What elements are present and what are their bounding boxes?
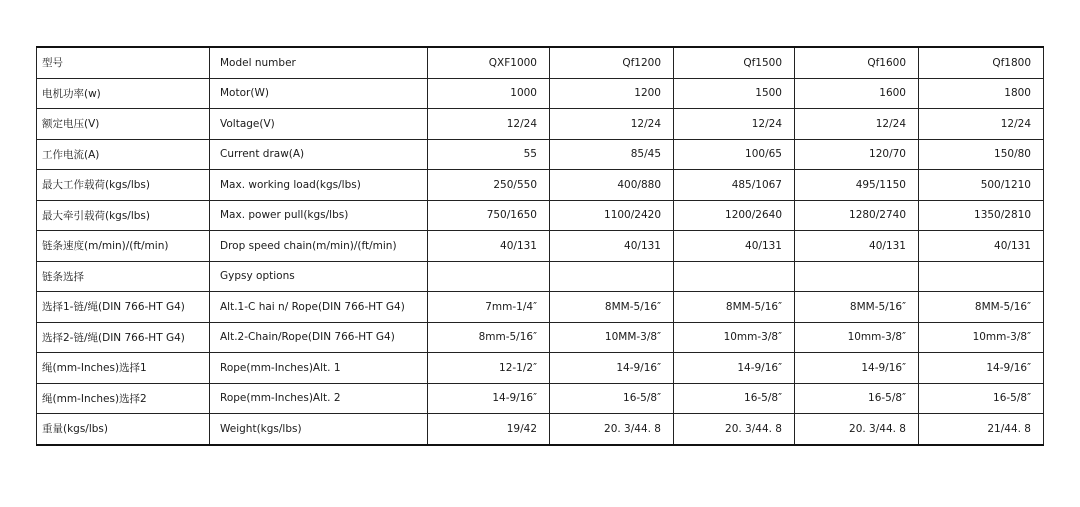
value-cell: 1600: [795, 78, 919, 109]
header-row: [37, 47, 1044, 78]
table-row: [37, 383, 1044, 414]
value-cell: 1200: [550, 78, 674, 109]
value-cell: 20. 3/44. 8: [795, 414, 919, 445]
value-cell: 14-9/16″: [674, 353, 795, 384]
spec-table-body: [37, 47, 1044, 445]
table-row: [37, 261, 1044, 292]
value-cell: 12/24: [795, 109, 919, 140]
row-label-zh: 选择1-链/绳(DIN 766-HT G4): [37, 292, 210, 323]
table-row: [37, 139, 1044, 170]
value-cell: 12/24: [428, 109, 550, 140]
value-cell: [674, 261, 795, 292]
value-cell: 21/44. 8: [919, 414, 1044, 445]
value-cell: 400/880: [550, 170, 674, 201]
value-cell: [550, 261, 674, 292]
value-cell: 12/24: [550, 109, 674, 140]
row-label-en: Drop speed chain(m/min)/(ft/min): [210, 231, 428, 262]
row-label-en: Gypsy options: [210, 261, 428, 292]
table-row: [37, 170, 1044, 201]
value-cell: 150/80: [919, 139, 1044, 170]
row-label-zh: 链条选择: [37, 261, 210, 292]
value-cell: 8MM-5/16″: [919, 292, 1044, 323]
row-label-zh: 最大工作载荷(kgs/lbs): [37, 170, 210, 201]
value-cell: 20. 3/44. 8: [674, 414, 795, 445]
row-label-zh: 绳(mm-Inches)选择1: [37, 353, 210, 384]
row-label-zh: 重量(kgs/lbs): [37, 414, 210, 445]
value-cell: 14-9/16″: [428, 383, 550, 414]
table-row: [37, 414, 1044, 445]
value-cell: 40/131: [550, 231, 674, 262]
value-cell: 40/131: [674, 231, 795, 262]
value-cell: 14-9/16″: [550, 353, 674, 384]
value-cell: 16-5/8″: [550, 383, 674, 414]
value-cell: 1280/2740: [795, 200, 919, 231]
value-cell: 8mm-5/16″: [428, 322, 550, 353]
value-cell: 20. 3/44. 8: [550, 414, 674, 445]
row-label-en: Alt.2-Chain/Rope(DIN 766-HT G4): [210, 322, 428, 353]
model-cell: QXF1000: [428, 47, 550, 78]
row-label-zh: 绳(mm-Inches)选择2: [37, 383, 210, 414]
value-cell: 1500: [674, 78, 795, 109]
value-cell: 8MM-5/16″: [674, 292, 795, 323]
value-cell: 12/24: [919, 109, 1044, 140]
value-cell: [428, 261, 550, 292]
table-row: [37, 231, 1044, 262]
value-cell: 40/131: [919, 231, 1044, 262]
row-label-en: Voltage(V): [210, 109, 428, 140]
row-label-zh: 电机功率(w): [37, 78, 210, 109]
value-cell: 10mm-3/8″: [674, 322, 795, 353]
model-cell: Qf1800: [919, 47, 1044, 78]
value-cell: 16-5/8″: [795, 383, 919, 414]
row-label-en: Max. working load(kgs/lbs): [210, 170, 428, 201]
table-row: [37, 292, 1044, 323]
value-cell: 10mm-3/8″: [919, 322, 1044, 353]
value-cell: 1800: [919, 78, 1044, 109]
value-cell: 100/65: [674, 139, 795, 170]
row-label-zh: 额定电压(V): [37, 109, 210, 140]
value-cell: [919, 261, 1044, 292]
row-label-en: Weight(kgs/lbs): [210, 414, 428, 445]
row-label-en: Alt.1-C hai n/ Rope(DIN 766-HT G4): [210, 292, 428, 323]
row-label-zh: 选择2-链/绳(DIN 766-HT G4): [37, 322, 210, 353]
value-cell: 40/131: [428, 231, 550, 262]
value-cell: 120/70: [795, 139, 919, 170]
row-label-en: Rope(mm-Inches)Alt. 2: [210, 383, 428, 414]
value-cell: 19/42: [428, 414, 550, 445]
value-cell: 8MM-5/16″: [795, 292, 919, 323]
value-cell: 14-9/16″: [919, 353, 1044, 384]
value-cell: 10MM-3/8″: [550, 322, 674, 353]
row-label-en: Motor(W): [210, 78, 428, 109]
value-cell: 14-9/16″: [795, 353, 919, 384]
row-label-en: Current draw(A): [210, 139, 428, 170]
value-cell: 495/1150: [795, 170, 919, 201]
row-label-zh: 型号: [37, 47, 210, 78]
value-cell: 7mm-1/4″: [428, 292, 550, 323]
value-cell: 12/24: [674, 109, 795, 140]
value-cell: 85/45: [550, 139, 674, 170]
value-cell: 16-5/8″: [919, 383, 1044, 414]
value-cell: 1000: [428, 78, 550, 109]
model-cell: Qf1200: [550, 47, 674, 78]
spec-table: [36, 46, 1044, 446]
value-cell: 10mm-3/8″: [795, 322, 919, 353]
table-row: [37, 109, 1044, 140]
model-cell: Qf1500: [674, 47, 795, 78]
row-label-en: Max. power pull(kgs/lbs): [210, 200, 428, 231]
value-cell: 8MM-5/16″: [550, 292, 674, 323]
row-label-en: Model number: [210, 47, 428, 78]
value-cell: 485/1067: [674, 170, 795, 201]
table-row: [37, 78, 1044, 109]
row-label-zh: 链条速度(m/min)/(ft/min): [37, 231, 210, 262]
model-cell: Qf1600: [795, 47, 919, 78]
value-cell: 1350/2810: [919, 200, 1044, 231]
value-cell: 750/1650: [428, 200, 550, 231]
table-row: [37, 200, 1044, 231]
value-cell: [795, 261, 919, 292]
row-label-zh: 工作电流(A): [37, 139, 210, 170]
row-label-zh: 最大牵引载荷(kgs/lbs): [37, 200, 210, 231]
value-cell: 55: [428, 139, 550, 170]
table-row: [37, 353, 1044, 384]
value-cell: 12-1/2″: [428, 353, 550, 384]
value-cell: 500/1210: [919, 170, 1044, 201]
table-row: [37, 322, 1044, 353]
value-cell: 250/550: [428, 170, 550, 201]
value-cell: 1200/2640: [674, 200, 795, 231]
value-cell: 16-5/8″: [674, 383, 795, 414]
value-cell: 40/131: [795, 231, 919, 262]
value-cell: 1100/2420: [550, 200, 674, 231]
row-label-en: Rope(mm-Inches)Alt. 1: [210, 353, 428, 384]
